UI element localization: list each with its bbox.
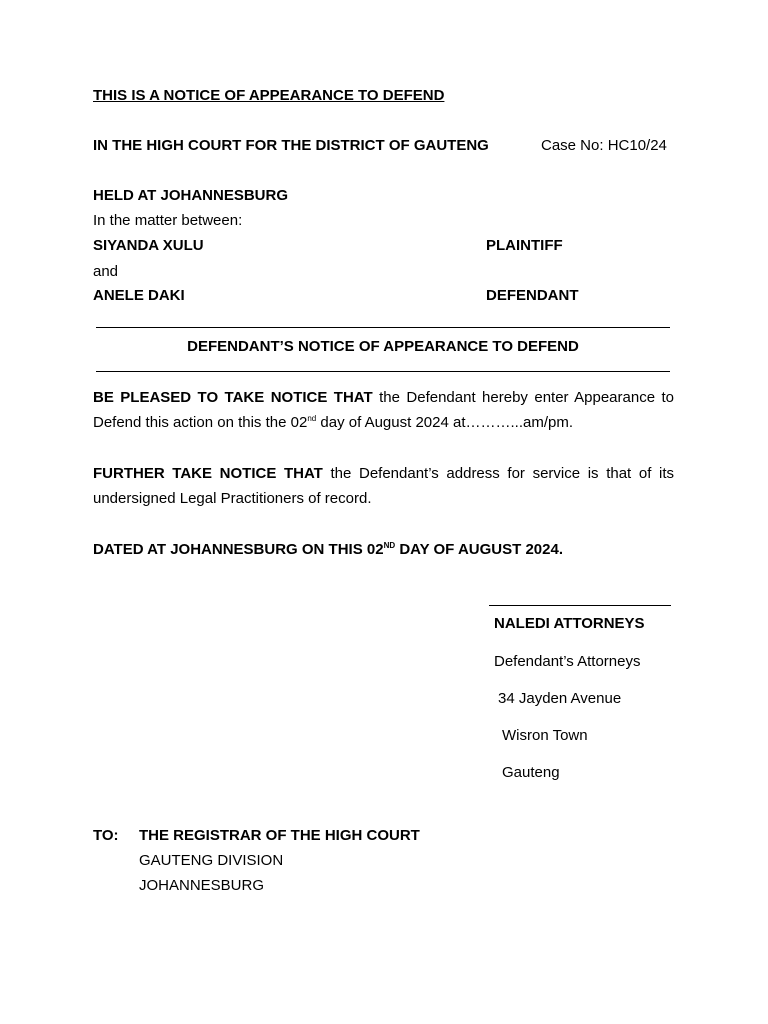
defendant-name: ANELE DAKI (93, 287, 185, 304)
ordinal-suffix: ND (383, 541, 396, 550)
service-paragraph (93, 461, 674, 511)
and-text: and (93, 263, 119, 280)
firm-town: Wisron Town (502, 727, 588, 744)
heading-bottom-rule (96, 371, 670, 372)
to-recipient: THE REGISTRAR OF THE HIGH COURT (139, 827, 420, 844)
paragraph-text: day of August 2024 at………...am/pm. (316, 414, 574, 431)
to-division: GAUTENG DIVISION (139, 852, 284, 869)
paragraph-lead: FURTHER TAKE NOTICE THAT (93, 465, 323, 482)
notice-heading: DEFENDANT’S NOTICE OF APPEARANCE TO DEFEND (187, 338, 579, 355)
dated-text: DAY OF AUGUST 2024. (395, 541, 563, 558)
to-label: TO: (93, 827, 119, 844)
notice-paragraph (93, 385, 674, 435)
to-city: JOHANNESBURG (139, 877, 265, 894)
matter-between: In the matter between: (93, 212, 243, 229)
dated-text: DATED AT JOHANNESBURG ON THIS 02 (93, 541, 384, 558)
ordinal-suffix: nd (307, 414, 317, 423)
court-name: IN THE HIGH COURT FOR THE DISTRICT OF GAUTENG (93, 137, 489, 154)
firm-street: 34 Jayden Avenue (498, 690, 622, 707)
plaintiff-role: PLAINTIFF (486, 237, 563, 254)
defendant-role: DEFENDANT (486, 287, 579, 304)
heading-top-rule (96, 327, 670, 328)
dated-line (93, 541, 563, 559)
firm-province: Gauteng (502, 764, 560, 781)
paragraph-lead: BE PLEASED TO TAKE NOTICE THAT (93, 389, 373, 406)
held-at: HELD AT JOHANNESBURG (93, 187, 289, 204)
paragraph-text: the Defendant’s address for service is that of its undersigned Legal Practitioners of record. (93, 465, 674, 507)
firm-role: Defendant’s Attorneys (494, 653, 641, 670)
case-number: Case No: HC10/24 (541, 137, 667, 154)
signature-line (489, 605, 671, 606)
firm-name: NALEDI ATTORNEYS (494, 615, 645, 632)
notice-title: THIS IS A NOTICE OF APPEARANCE TO DEFEND (93, 87, 445, 104)
paragraph-text: the Defendant hereby enter Appearance to Defend this action on this the 02 (93, 389, 674, 431)
plaintiff-name: SIYANDA XULU (93, 237, 204, 254)
